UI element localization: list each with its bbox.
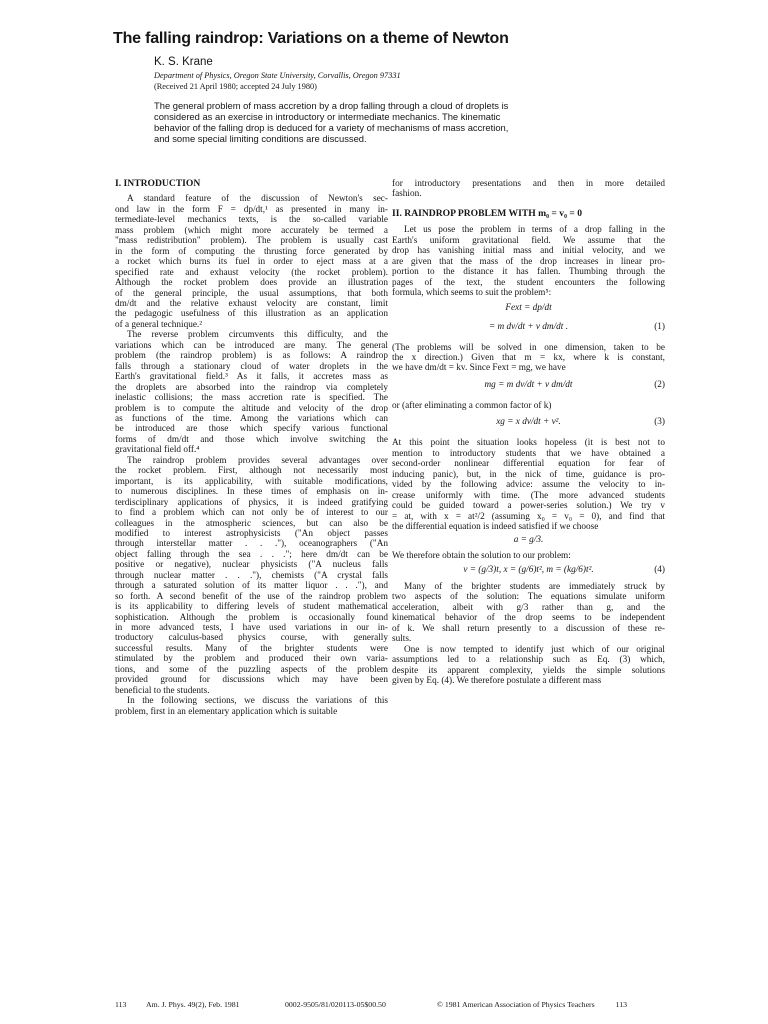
- section-heading-introduction: I. INTRODUCTION: [115, 178, 201, 189]
- text-line: to numerous disciplines. In these times of emphasis on in-: [115, 487, 388, 498]
- text-line: of a general technique.²: [115, 319, 203, 330]
- equation-number-3: (3): [654, 417, 665, 428]
- section-body-para1: [392, 225, 665, 298]
- footer-code: 0002-9505/81/020113-05$00.50: [285, 1000, 386, 1009]
- text-line: At this point the situation looks hopeless (it is best not to: [392, 438, 665, 449]
- text-line: important, is its applicability, with suitable modifications,: [115, 476, 388, 487]
- text-line: of the general principle, the usual assumptions, that both: [115, 288, 388, 299]
- text-line: provided ground for discussions which may have been: [115, 675, 388, 686]
- text-line: the x direction.) Given that m = kx, where k is constant,: [392, 352, 665, 363]
- text-line: for introductory presentations and then in more detailed: [392, 179, 665, 189]
- text-line: vided by the following advice: assume the velocity to in-: [392, 480, 665, 491]
- text-line: the differential equation is indeed satisfied if we choose: [392, 521, 599, 532]
- text-line: be introduced are those which specify various functional: [115, 424, 388, 435]
- equation-2: [392, 380, 665, 393]
- text-line: The raindrop problem provides several advantages over: [127, 455, 388, 466]
- text-line: so forth. A second benefit of the use of the raindrop problem: [115, 591, 388, 602]
- text-line: positive or negative), nuclear physicists ("A nucleus falls: [115, 560, 388, 571]
- text-line: beneficial to the students.: [115, 685, 210, 696]
- text-line: assumptions led to a relationship such as Eq. (3) which,: [392, 655, 665, 666]
- abstract-line: The general problem of mass accretion by a drop falling through a cloud of droplets is: [154, 100, 509, 111]
- text-line: as functions of the time. Among the variations which can: [115, 413, 388, 424]
- text-line: One is now tempted to identify just which of our original: [404, 644, 665, 655]
- text-line: to find a problem which can not only be of interest to our: [115, 508, 388, 519]
- text-line: gravitational field off.⁴: [115, 445, 200, 456]
- abstract-line: and some special limiting conditions are discussed.: [154, 132, 367, 144]
- text-line: the droplets are absorbed into the raindrop via completely: [115, 382, 388, 393]
- abstract: [154, 101, 554, 145]
- text-line: problem, first in an elementary application which is suitable: [115, 706, 338, 717]
- text-line: despite its apparent complexity, yields the simple solutions: [392, 665, 665, 676]
- text-line: forms of dm/dt and those which involve switching the: [115, 434, 388, 445]
- text-line: formula, which seems to suit the problem⁵:: [392, 288, 552, 299]
- text-line: the pedagogic usefulness of this illustration as an application: [115, 309, 388, 320]
- received-dates: (Received 21 April 1980; accepted 24 July 1980): [154, 82, 317, 91]
- equation-number-4: (4): [654, 564, 665, 575]
- text-line: falls through a stationary cloud of water droplets in the: [115, 361, 388, 372]
- text-line: of k. We shall return presently to a discussion of these re-: [392, 623, 665, 634]
- equation-1b-text: = m dv/dt + v dm/dt .: [488, 321, 569, 332]
- text-line: fashion.: [392, 189, 422, 200]
- text-line: specified rate and exhaust velocity (the rocket problem).: [115, 267, 388, 278]
- text-line: inducing panic), but, in the nick of time, guidance is pro-: [392, 469, 665, 480]
- text-line: Many of the brighter students are immediately struck by: [404, 581, 665, 592]
- text-line: successful results. Many of the brighter students were: [115, 643, 388, 654]
- text-line: drop has vanishing initial mass and initial velocity, and we: [392, 246, 665, 257]
- text-line: mass problem (which might more accurately be termed a: [115, 225, 388, 236]
- equation-3: [392, 417, 665, 430]
- text-line: we have dm/dt = kv. Since Fext = mg, we have: [392, 363, 566, 374]
- introduction-body: [115, 194, 388, 717]
- text-line: given by Eq. (4). We therefore postulate a different mass: [392, 675, 602, 686]
- text-line: problem (the raindrop problem) is as follows: A raindrop: [115, 351, 388, 362]
- text-line: portion to the distance it has fallen. Thumbing through the: [392, 267, 665, 278]
- text-line: Although the rocket problem does provide an illustration: [115, 278, 388, 289]
- text-line: tions, and some of the puzzling aspects of the problem: [115, 664, 388, 675]
- equation-1a: Fext = dp/dt: [505, 302, 552, 313]
- section-body-para3: or (after eliminating a common factor of k): [392, 400, 552, 411]
- text-line: the rocket problem. First, although not necessarily most: [115, 466, 388, 477]
- text-line: A standard feature of the discussion of Newton's sec-: [127, 194, 388, 205]
- section-body-para4: [392, 438, 665, 532]
- text-line: pages of the text, the student encounters the following: [392, 277, 665, 288]
- text-line: two aspects of the solution: The equations simulate uniform: [392, 592, 665, 603]
- footer-journal: Am. J. Phys. 49(2), Feb. 1981: [146, 1000, 240, 1009]
- text-line: inelastic collisions; the mass accretion rate is specified. The: [115, 393, 388, 404]
- text-line: through a saturated solution of its matter liquor . . ."), and: [115, 581, 388, 592]
- text-line: termediate-level mechanics texts, is the so-called variable: [115, 215, 388, 226]
- text-line: could be guided toward a power-series solution.) We try v: [392, 501, 665, 512]
- text-line: crease uniformly with time. (The more advanced students: [392, 490, 665, 501]
- text-line: are given that the mass of the drop increases in linear pro-: [392, 256, 665, 267]
- text-line: dm/dt and the relative exhaust velocity are constant, limit: [115, 298, 388, 309]
- left-column: [115, 179, 388, 717]
- text-line: second-order nonlinear differential equation for fear of: [392, 459, 665, 470]
- intro-continuation: [392, 179, 665, 200]
- abstract-line: considered as an exercise in introductory or intermediate mechanics. The kinematic: [154, 110, 501, 122]
- text-line: ond law in the form F = dp/dt,¹ as presented in many in-: [115, 204, 388, 215]
- text-line: The reverse problem circumvents this difficulty, and the: [127, 330, 388, 341]
- equation-3-text: xg = x dv/dt + v².: [496, 417, 561, 428]
- abstract-line: behavior of the falling drop is deduced for a variety of mechanisms of mass accretion,: [154, 121, 509, 133]
- section-heading-raindrop: II. RAINDROP PROBLEM WITH m₀ = v₀ = 0: [392, 207, 583, 219]
- equation-number-1: (1): [654, 321, 665, 332]
- text-line: is its applicability to differing levels of student mathematical: [115, 602, 388, 613]
- text-line: colleagues in the atmospheric sciences, but can also be: [115, 518, 388, 529]
- paper-title: The falling raindrop: Variations on a theme of Newton: [113, 30, 509, 47]
- equation-1b: [392, 322, 665, 335]
- text-line: Let us pose the problem in terms of a drop falling in the: [404, 225, 665, 236]
- footer-copyright: © 1981 American Association of Physics Teachers: [437, 1000, 595, 1009]
- text-line: object falling through the sea . . ."; here dm/dt can be: [115, 549, 388, 560]
- text-line: modified to interest astrophysicists ("An object passes: [115, 528, 388, 539]
- section-body-para2: [392, 343, 665, 374]
- text-line: through nuclear matter . . ."), chemists ("A crystal falls: [115, 570, 388, 581]
- text-line: sults.: [392, 634, 412, 645]
- text-line: variations which can be introduced are many. The general: [115, 340, 388, 351]
- equation-4: [392, 565, 665, 578]
- text-line: acceleration, albeit with g/3 rather than g, and the: [392, 602, 665, 613]
- text-line: terdisciplinary applications of physics, it is indeed gratifying: [115, 497, 388, 508]
- text-line: stimulated by the problem and produced their own varia-: [115, 654, 388, 665]
- right-column: [392, 179, 665, 686]
- text-line: in the form of computing the thrusting force generated by: [115, 246, 388, 257]
- text-line: troductory calculus-based physics course, with generally: [115, 633, 388, 644]
- text-line: problem is to compute the altitude and velocity of the drop: [115, 403, 388, 414]
- author-name: K. S. Krane: [154, 56, 213, 68]
- equation-4-text: v = (g/3)t, x = (g/6)t², m = (kg/6)t².: [463, 564, 594, 575]
- section-body-para6: [392, 582, 665, 687]
- text-line: Earth's gravitational field.³ As it falls, it accretes mass as: [115, 372, 388, 383]
- text-line: = at, with x = at²/2 (assuming x₀ = v₀ = 0), and find that: [392, 511, 665, 522]
- footer-page-number-right: 113: [615, 1000, 627, 1009]
- text-line: mention to introductory students that we have obtained a: [392, 448, 665, 459]
- text-line: In the following sections, we discuss the variations of this: [127, 696, 388, 707]
- text-line: (The problems will be solved in one dimension, taken to be: [392, 342, 665, 353]
- text-line: a rocket which burns its fuel in order to eject mass at a: [115, 257, 388, 268]
- text-line: sophistication. Although the problem is occasionally found: [115, 612, 388, 623]
- author-affiliation: Department of Physics, Oregon State University, Corvallis, Oregon 97331: [154, 71, 401, 80]
- text-line: through interstellar matter . . ."), oceanographers ("An: [115, 539, 388, 550]
- text-line: "mass redistribution" problem). The problem is usually cast: [115, 236, 388, 247]
- text-line: in more advanced tests, I have used variations in our in-: [115, 623, 388, 634]
- text-line: kinematical behavior of the drop seems to be independent: [392, 613, 665, 624]
- equation-number-2: (2): [654, 379, 665, 390]
- equation-a: a = g/3.: [513, 535, 544, 546]
- text-line: Earth's uniform gravitational field. We assume that the: [392, 235, 665, 246]
- footer-page-number-left: 113: [115, 1000, 127, 1009]
- equation-2-text: mg = m dv/dt + v dm/dt: [484, 379, 573, 390]
- section-body-para5: We therefore obtain the solution to our problem:: [392, 551, 571, 562]
